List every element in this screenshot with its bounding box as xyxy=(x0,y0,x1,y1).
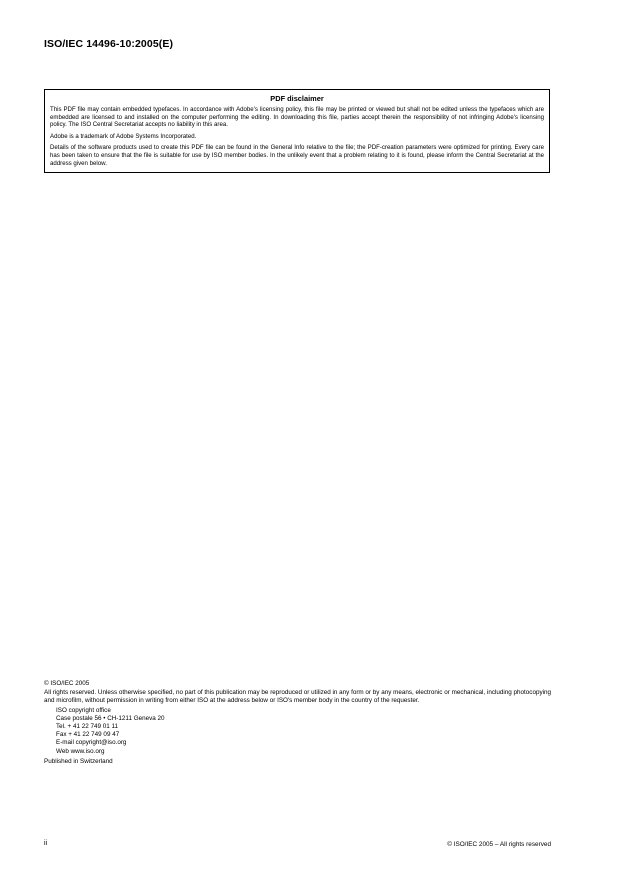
address-line: E-mail copyright@iso.org xyxy=(56,739,127,747)
address-line: Fax + 41 22 749 09 47 xyxy=(56,731,120,739)
address-line: Web www.iso.org xyxy=(56,747,105,755)
iso-address xyxy=(56,707,551,756)
pdf-disclaimer-box xyxy=(44,89,550,173)
published-location: Published in Switzerland xyxy=(44,757,113,765)
disclaimer-paragraph: Details of the software products used to create this PDF file can be found in the General Info relative to the file; the PDF-creation parameters were optimized for printing. Every care has been taken to ensure that the file is suitable for use by ISO member bodies. In the unlikely event that a problem relating to it is found, please inform the Central Secretariat at the address given below. xyxy=(50,144,544,167)
disclaimer-title: PDF disclaimer xyxy=(270,94,324,103)
rights-text: All rights reserved. Unless otherwise specified, no part of this publication may be reproduced or utilized in any form or by any means, electronic or mechanical, including photocopying and microfilm, without permission in writing from either ISO at the address below or ISO's member body in the country of the requester. xyxy=(44,689,551,705)
copyright-notice: © ISO/IEC 2005 xyxy=(44,680,90,687)
footer-copyright: © ISO/IEC 2005 – All rights reserved xyxy=(447,841,551,848)
address-line: Case postale 56 • CH-1211 Geneva 20 xyxy=(56,714,165,722)
document-identifier: ISO/IEC 14496-10:2005(E) xyxy=(44,38,174,50)
address-line: Tel. + 41 22 749 01 11 xyxy=(56,723,119,731)
page-number: ii xyxy=(44,840,48,847)
copyright-block xyxy=(44,680,551,766)
address-line: ISO copyright office xyxy=(56,706,111,714)
disclaimer-paragraph: Adobe is a trademark of Adobe Systems Incorporated. xyxy=(50,132,197,140)
disclaimer-paragraph: This PDF file may contain embedded typefaces. In accordance with Adobe's licensing policy, this file may be printed or viewed but shall not be edited unless the typefaces which are embedded are licensed to and installed on the computer performing the editing. In downloading this file, parties accept therein the responsibility of not infringing Adobe's licensing policy. The ISO Central Secretariat accepts no liability in this area. xyxy=(50,106,544,129)
